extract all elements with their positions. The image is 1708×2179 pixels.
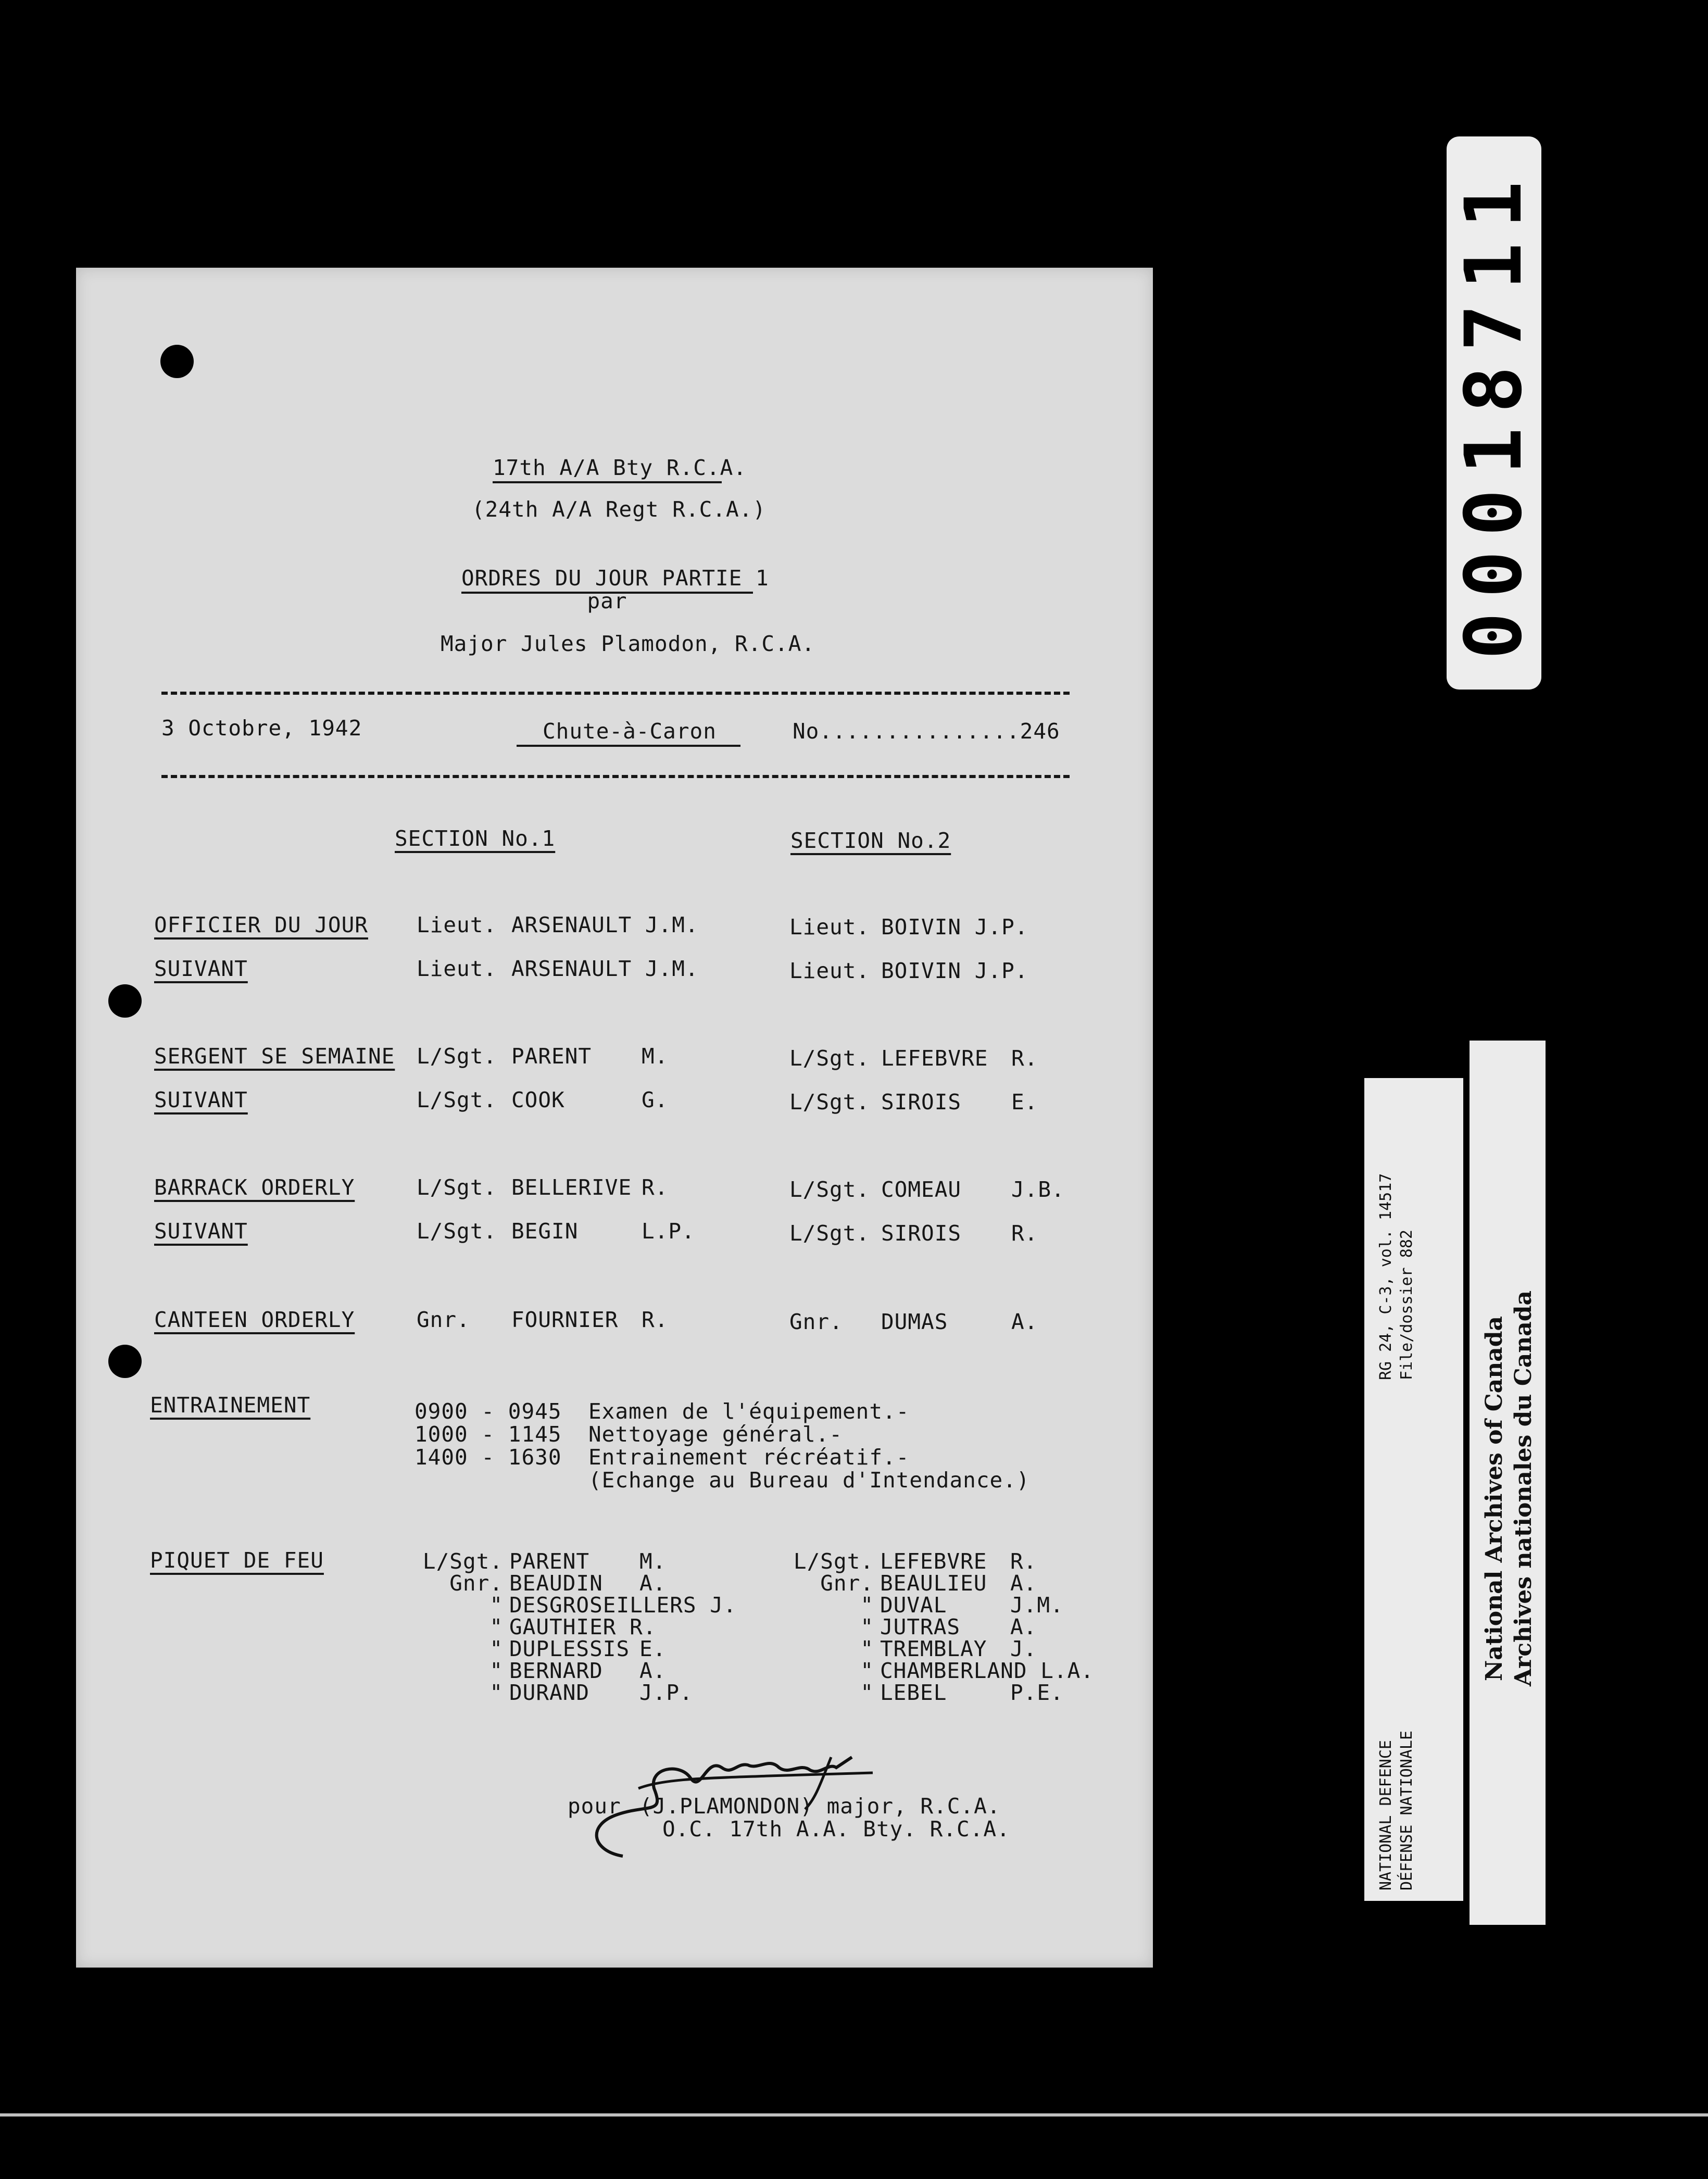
piquet-initials: J.M. [1010, 1593, 1064, 1618]
archive-reference-line2: File/dossier 882 [1398, 1230, 1416, 1380]
duty-label: SUIVANT [154, 1087, 248, 1112]
piquet-rank: " [489, 1614, 503, 1639]
signature-name: (J.PLAMONDON) major, R.C.A. [639, 1794, 1001, 1819]
duty-name-s2: SIROIS [881, 1090, 962, 1114]
duty-name-s1: BELLERIVE [511, 1175, 632, 1200]
duty-initials-s1: L.P. [642, 1219, 695, 1244]
duty-label: SERGENT SE SEMAINE [154, 1044, 395, 1069]
piquet-initials: A. [1010, 1614, 1037, 1639]
duty-rank-s2: L/Sgt. [789, 1177, 870, 1202]
piquet-initials: E. [639, 1636, 667, 1661]
duty-initials-s2: J.B. [1011, 1177, 1065, 1202]
training-description: Examen de l'équipement.- [588, 1399, 910, 1424]
piquet-initials: M. [639, 1549, 667, 1574]
piquet-initials: A. [639, 1571, 667, 1596]
duty-initials-s2: A. [1011, 1309, 1038, 1334]
duty-rank-s1: L/Sgt. [417, 1175, 497, 1200]
training-time: 0900 - 0945 [415, 1399, 562, 1424]
order-place: Chute-à-Caron [543, 719, 717, 744]
duty-rank-s2: L/Sgt. [789, 1221, 870, 1246]
document-page [76, 268, 1153, 1968]
piquet-rank: " [489, 1593, 503, 1618]
duty-rank-s2: L/Sgt. [789, 1090, 870, 1114]
punch-hole-bottom [108, 1345, 142, 1378]
duty-rank-s2: Lieut. [789, 915, 870, 940]
duty-initials-s2: R. [1011, 1221, 1038, 1246]
duty-name-s1: COOK [511, 1087, 565, 1112]
duty-rank-s2: Lieut. [789, 958, 870, 983]
piquet-name: LEFEBVRE [880, 1549, 987, 1574]
department-line2: DÉFENSE NATIONALE [1398, 1730, 1416, 1890]
archive-reference-label [1364, 1078, 1463, 1901]
unit-name: 17th A/A Bty R.C.A. [493, 455, 747, 480]
piquet-rank: L/Sgt. [793, 1549, 874, 1574]
piquet-name: DUPLESSIS [509, 1636, 630, 1661]
national-archives-label [1470, 1041, 1546, 1925]
dashed-divider-top [161, 692, 1070, 695]
piquet-name: DURAND [509, 1680, 590, 1705]
duty-rank-s1: L/Sgt. [417, 1044, 497, 1069]
piquet-name: PARENT [509, 1549, 590, 1574]
duty-rank-s1: Lieut. [417, 912, 497, 937]
duty-initials-s1: M. [642, 1044, 669, 1069]
piquet-initials: R. [1010, 1549, 1037, 1574]
piquet-initials: A. [1010, 1571, 1037, 1596]
piquet-initials: A. [639, 1658, 667, 1683]
duty-initials-s2: R. [1011, 1046, 1038, 1071]
training-time: 1000 - 1145 [415, 1422, 562, 1447]
unit-name-underline [493, 481, 722, 483]
piquet-name: BEAULIEU [880, 1571, 987, 1596]
piquet-rank: " [860, 1614, 874, 1639]
piquet-rank: Gnr. [820, 1571, 874, 1596]
duty-initials-s2: E. [1011, 1090, 1038, 1114]
national-archives-fr: Archives nationales du Canada [1510, 1290, 1537, 1686]
piquet-rank: " [860, 1680, 874, 1705]
duty-rank-s1: L/Sgt. [417, 1219, 497, 1244]
punch-hole-middle [108, 984, 142, 1018]
piquet-rank: " [489, 1636, 503, 1661]
piquet-name: TREMBLAY [880, 1636, 987, 1661]
punch-hole-top [160, 345, 194, 378]
signature-pour: pour [568, 1794, 621, 1819]
orders-title: ORDRES DU JOUR PARTIE 1 [461, 566, 769, 591]
duty-name-s2: BOIVIN J.P. [881, 915, 1028, 940]
piquet-label: PIQUET DE FEU [150, 1548, 324, 1573]
duty-name-s2: BOIVIN J.P. [881, 958, 1028, 983]
duty-name-s1: ARSENAULT J.M. [511, 956, 699, 981]
piquet-rank: " [860, 1593, 874, 1618]
piquet-name: DUVAL [880, 1593, 947, 1618]
piquet-rank: L/Sgt. [422, 1549, 503, 1574]
duty-rank-s2: L/Sgt. [789, 1046, 870, 1071]
department-line1: NATIONAL DEFENCE [1377, 1740, 1395, 1890]
regiment-name: (24th A/A Regt R.C.A.) [472, 497, 767, 522]
training-label: ENTRAINEMENT [150, 1393, 311, 1418]
piquet-name: GAUTHIER R. [509, 1614, 657, 1639]
training-time: 1400 - 1630 [415, 1445, 562, 1470]
piquet-initials: P.E. [1010, 1680, 1064, 1705]
dashed-divider-bottom [161, 775, 1070, 778]
duty-label: SUIVANT [154, 956, 248, 981]
piquet-name: JUTRAS [880, 1614, 961, 1639]
national-archives-en: National Archives of Canada [1481, 1316, 1508, 1681]
order-number: No...............246 [793, 719, 1060, 744]
duty-name-s1: PARENT [511, 1044, 592, 1069]
order-place-underline [517, 745, 740, 747]
piquet-name: DESGROSEILLERS J. [509, 1593, 737, 1618]
training-description: (Echange au Bureau d'Intendance.) [588, 1468, 1030, 1493]
duty-name-s1: FOURNIER [511, 1307, 619, 1332]
piquet-name: BERNARD [509, 1658, 603, 1683]
par-text: par [587, 588, 627, 613]
duty-name-s2: DUMAS [881, 1309, 948, 1334]
piquet-rank: " [489, 1658, 503, 1683]
duty-rank-s2: Gnr. [789, 1309, 843, 1334]
section-2-heading: SECTION No.2 [790, 828, 951, 853]
frame-counter [1447, 136, 1541, 690]
duty-name-s2: COMEAU [881, 1177, 962, 1202]
training-description: Entrainement récréatif.- [588, 1445, 910, 1470]
duty-name-s2: SIROIS [881, 1221, 962, 1246]
order-date: 3 Octobre, 1942 [161, 716, 362, 741]
duty-rank-s1: L/Sgt. [417, 1087, 497, 1112]
author-line: Major Jules Plamodon, R.C.A. [441, 631, 815, 656]
duty-label: CANTEEN ORDERLY [154, 1307, 355, 1332]
section-1-heading: SECTION No.1 [395, 826, 556, 851]
duty-rank-s1: Lieut. [417, 956, 497, 981]
piquet-initials: J.P. [639, 1680, 693, 1705]
piquet-rank: " [860, 1636, 874, 1661]
duty-name-s2: LEFEBVRE [881, 1046, 988, 1071]
piquet-name: LEBEL [880, 1680, 947, 1705]
duty-initials-s1: G. [642, 1087, 669, 1112]
piquet-initials: J. [1010, 1636, 1037, 1661]
duty-label: OFFICIER DU JOUR [154, 912, 368, 937]
archive-reference-line1: RG 24, C-3, vol. 14517 [1377, 1173, 1395, 1380]
training-description: Nettoyage général.- [588, 1422, 843, 1447]
duty-label: SUIVANT [154, 1219, 248, 1244]
piquet-rank: " [860, 1658, 874, 1683]
piquet-name: CHAMBERLAND L.A. [880, 1658, 1094, 1683]
duty-initials-s1: R. [642, 1307, 669, 1332]
piquet-rank: " [489, 1680, 503, 1705]
piquet-name: BEAUDIN [509, 1571, 603, 1596]
duty-name-s1: BEGIN [511, 1219, 579, 1244]
piquet-rank: Gnr. [449, 1571, 503, 1596]
frame-counter-number: 00018711 [1449, 166, 1539, 660]
duty-name-s1: ARSENAULT J.M. [511, 912, 699, 937]
signature-title: O.C. 17th A.A. Bty. R.C.A. [662, 1817, 1010, 1842]
film-edge-line [0, 2113, 1708, 2117]
duty-initials-s1: R. [642, 1175, 669, 1200]
duty-label: BARRACK ORDERLY [154, 1175, 355, 1200]
duty-rank-s1: Gnr. [417, 1307, 470, 1332]
